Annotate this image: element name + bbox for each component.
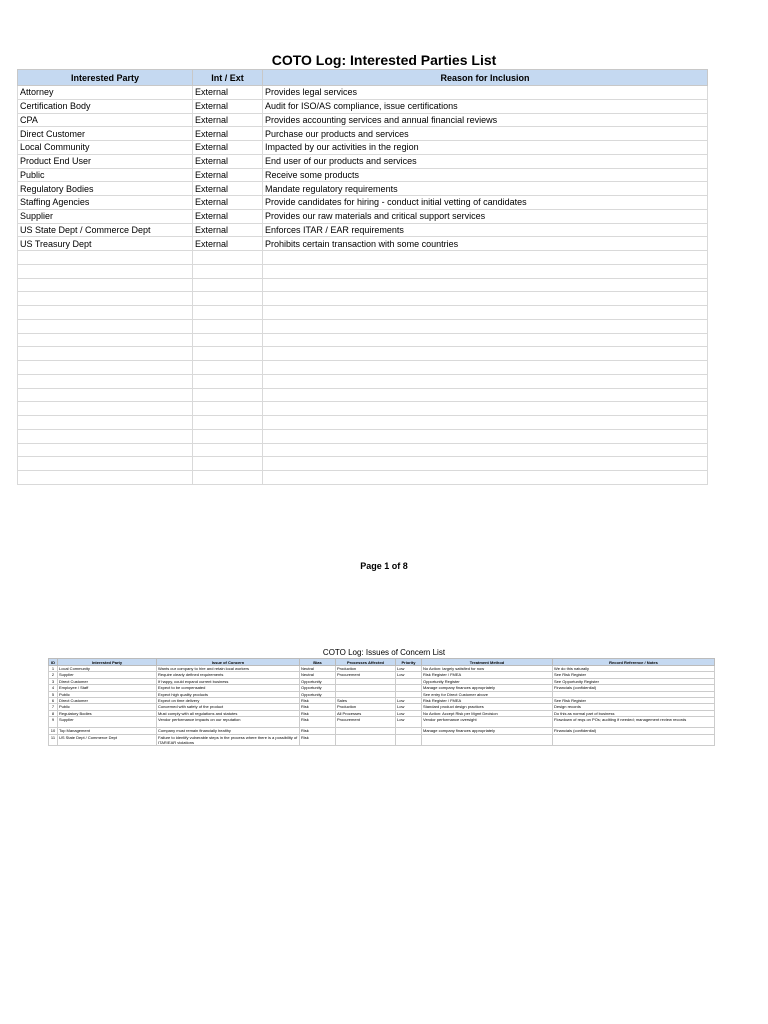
table-cell xyxy=(18,333,193,347)
table-cell xyxy=(263,416,708,430)
table-row xyxy=(18,223,708,237)
table-cell: External xyxy=(193,196,263,210)
table-row xyxy=(18,154,708,168)
table-cell: Direct Customer xyxy=(58,697,157,703)
table-row xyxy=(18,209,708,223)
table-cell: Supplier xyxy=(18,209,193,223)
empty-table-row xyxy=(18,402,708,416)
table-cell: See Risk Register xyxy=(553,697,715,703)
table-cell: External xyxy=(193,237,263,251)
table-cell: Enforces ITAR / EAR requirements xyxy=(263,223,708,237)
table-cell: 7 xyxy=(49,704,58,710)
empty-table-row xyxy=(18,443,708,457)
table-cell xyxy=(18,471,193,485)
table-cell: Supplier xyxy=(58,672,157,678)
column-header: Bias xyxy=(300,659,336,666)
table-cell: Production xyxy=(336,666,396,672)
empty-table-row xyxy=(18,292,708,306)
column-header: Record Reference / Notes xyxy=(553,659,715,666)
empty-table-row xyxy=(18,416,708,430)
table-cell: Neutral xyxy=(300,666,336,672)
table-cell: Opportunity xyxy=(300,678,336,684)
table-cell xyxy=(193,251,263,265)
table-cell xyxy=(263,251,708,265)
table-cell: External xyxy=(193,223,263,237)
interested-parties-table xyxy=(17,69,708,485)
table-cell xyxy=(193,402,263,416)
table-cell xyxy=(263,388,708,402)
table-cell: If happy, could expand current business xyxy=(157,678,300,684)
table-cell: Risk xyxy=(300,710,336,716)
table-cell xyxy=(193,471,263,485)
table-cell: Provides accounting services and annual financial reviews xyxy=(263,113,708,127)
table-cell xyxy=(193,388,263,402)
table-cell xyxy=(18,457,193,471)
concern-list-title: COTO Log: Issues of Concern List xyxy=(322,648,446,657)
table-cell xyxy=(18,306,193,320)
table-cell: Neutral xyxy=(300,672,336,678)
table-cell: 3 xyxy=(49,678,58,684)
table-cell: Production xyxy=(336,704,396,710)
table-cell: Low xyxy=(396,697,422,703)
table-header-row xyxy=(18,70,708,86)
table-cell xyxy=(18,443,193,457)
table-cell xyxy=(263,319,708,333)
table-cell: Local Community xyxy=(18,141,193,155)
table-cell: Attorney xyxy=(18,86,193,100)
table-cell: End user of our products and services xyxy=(263,154,708,168)
table-cell: Expect high quality products xyxy=(157,691,300,697)
table-cell: Supplier xyxy=(58,717,157,728)
table-row xyxy=(18,141,708,155)
table-cell: Vendor performance impacts on our reputation xyxy=(157,717,300,728)
table-cell: Company must remain financially healthy xyxy=(157,728,300,734)
table-cell xyxy=(263,429,708,443)
table-cell: Receive some products xyxy=(263,168,708,182)
table-cell: 8 xyxy=(49,710,58,716)
table-cell: Financials (confidential) xyxy=(553,685,715,691)
table-cell xyxy=(422,734,553,745)
table-row xyxy=(18,237,708,251)
table-cell: We do this naturally xyxy=(553,666,715,672)
table-cell: External xyxy=(193,86,263,100)
table-cell: External xyxy=(193,99,263,113)
table-cell: Low xyxy=(396,672,422,678)
table-cell xyxy=(18,347,193,361)
table-cell: US State Dept / Commerce Dept xyxy=(58,734,157,745)
column-header: Interested Party xyxy=(18,70,193,86)
empty-table-row xyxy=(18,388,708,402)
table-cell xyxy=(18,388,193,402)
table-cell xyxy=(193,361,263,375)
empty-table-row xyxy=(18,278,708,292)
table-cell: US Treasury Dept xyxy=(18,237,193,251)
table-cell: External xyxy=(193,113,263,127)
table-cell xyxy=(263,457,708,471)
table-cell: Mandate regulatory requirements xyxy=(263,182,708,196)
empty-table-row xyxy=(18,457,708,471)
table-cell xyxy=(18,292,193,306)
table-cell: US State Dept / Commerce Dept xyxy=(18,223,193,237)
table-cell: Standard product design practices xyxy=(422,704,553,710)
table-cell xyxy=(193,416,263,430)
empty-table-row xyxy=(18,264,708,278)
table-cell: Risk Register / FMEA xyxy=(422,697,553,703)
table-cell: Provides our raw materials and critical support services xyxy=(263,209,708,223)
table-cell: Public xyxy=(58,691,157,697)
table-row xyxy=(18,182,708,196)
table-cell xyxy=(18,429,193,443)
column-header: Reason for Inclusion xyxy=(263,70,708,86)
table-cell: External xyxy=(193,182,263,196)
table-cell: Employee / Staff xyxy=(58,685,157,691)
table-cell: Low xyxy=(396,710,422,716)
table-row xyxy=(49,734,715,745)
table-cell xyxy=(18,264,193,278)
empty-table-row xyxy=(18,347,708,361)
table-cell xyxy=(263,374,708,388)
table-cell: Low xyxy=(396,704,422,710)
table-cell: 1 xyxy=(49,666,58,672)
table-cell xyxy=(263,443,708,457)
table-cell xyxy=(263,292,708,306)
table-cell: Risk xyxy=(300,704,336,710)
table-cell: Flowdown of reqs on POs; auditing if needed; management review records xyxy=(553,717,715,728)
table-cell: Financials (confidential) xyxy=(553,728,715,734)
empty-table-row xyxy=(18,251,708,265)
issues-of-concern-table xyxy=(48,658,715,746)
table-cell: Opportunity xyxy=(300,691,336,697)
table-cell xyxy=(193,347,263,361)
table-cell: Risk Register / FMEA xyxy=(422,672,553,678)
table-cell: Sales xyxy=(336,697,396,703)
empty-table-row xyxy=(18,374,708,388)
table-row xyxy=(18,86,708,100)
table-cell: External xyxy=(193,209,263,223)
table-cell: Design records xyxy=(553,704,715,710)
table-row xyxy=(18,196,708,210)
table-cell xyxy=(263,347,708,361)
empty-table-row xyxy=(18,429,708,443)
table-cell: Audit for ISO/AS compliance, issue certifications xyxy=(263,99,708,113)
table-cell: Expect on time delivery xyxy=(157,697,300,703)
page-number: Page 1 of 8 xyxy=(360,561,408,571)
table-row xyxy=(18,127,708,141)
table-cell: See entry for Direct Customer above xyxy=(422,691,553,697)
empty-table-row xyxy=(18,306,708,320)
table-cell xyxy=(193,443,263,457)
table-cell: Risk xyxy=(300,728,336,734)
table-cell: 4 xyxy=(49,685,58,691)
table-cell: Prohibits certain transaction with some countries xyxy=(263,237,708,251)
table-cell: Require clearly defined requirements xyxy=(157,672,300,678)
table-cell xyxy=(336,734,396,745)
table-cell: CPA xyxy=(18,113,193,127)
table-cell xyxy=(18,374,193,388)
empty-table-row xyxy=(18,319,708,333)
table-cell xyxy=(193,306,263,320)
table-cell xyxy=(263,278,708,292)
table-header-row xyxy=(49,659,715,666)
table-cell: Low xyxy=(396,717,422,728)
table-cell xyxy=(193,374,263,388)
table-cell: Procurement xyxy=(336,717,396,728)
empty-table-row xyxy=(18,333,708,347)
table-cell: Do this as normal part of business xyxy=(553,710,715,716)
table-cell: Public xyxy=(58,704,157,710)
table-cell: External xyxy=(193,127,263,141)
table-cell xyxy=(193,333,263,347)
table-cell: External xyxy=(193,168,263,182)
table-cell xyxy=(18,319,193,333)
table-cell: Product End User xyxy=(18,154,193,168)
table-cell: Must comply with all regulations and statutes xyxy=(157,710,300,716)
table-cell xyxy=(263,333,708,347)
table-cell: Opportunity Register xyxy=(422,678,553,684)
column-header: Interested Party xyxy=(58,659,157,666)
table-cell: Local Community xyxy=(58,666,157,672)
table-cell: Risk xyxy=(300,697,336,703)
table-row xyxy=(18,168,708,182)
table-cell xyxy=(193,264,263,278)
table-row xyxy=(49,717,715,728)
table-cell xyxy=(263,264,708,278)
table-cell xyxy=(263,471,708,485)
table-cell xyxy=(193,292,263,306)
table-cell xyxy=(396,734,422,745)
empty-table-row xyxy=(18,361,708,375)
table-cell xyxy=(18,402,193,416)
table-cell xyxy=(193,278,263,292)
table-cell: Certification Body xyxy=(18,99,193,113)
page-title: COTO Log: Interested Parties List xyxy=(271,52,497,68)
table-cell: Concerned with safety of the product xyxy=(157,704,300,710)
table-cell: All Processes xyxy=(336,710,396,716)
empty-table-row xyxy=(18,471,708,485)
column-header: Treatment Method xyxy=(422,659,553,666)
table-cell: Vendor performance oversight xyxy=(422,717,553,728)
table-cell: See Opportunity Register xyxy=(553,678,715,684)
table-cell: 5 xyxy=(49,691,58,697)
table-cell xyxy=(263,402,708,416)
table-row xyxy=(18,99,708,113)
table-cell: Top Management xyxy=(58,728,157,734)
table-cell: 2 xyxy=(49,672,58,678)
table-cell: Provides legal services xyxy=(263,86,708,100)
column-header: Processes Affected xyxy=(336,659,396,666)
table-cell xyxy=(193,319,263,333)
column-header: Issue of Concern xyxy=(157,659,300,666)
table-cell: Impacted by our activities in the region xyxy=(263,141,708,155)
table-cell xyxy=(18,251,193,265)
table-cell: Wants our company to hire and retain local workers xyxy=(157,666,300,672)
table-cell xyxy=(193,429,263,443)
table-cell: No Action: largely satisfied for now xyxy=(422,666,553,672)
table-cell: 6 xyxy=(49,697,58,703)
table-cell: Failure to identify vulnerable steps in the process where there is a possibility of ITAR/EAR violations xyxy=(157,734,300,745)
table-cell: Regulatory Bodies xyxy=(18,182,193,196)
table-cell xyxy=(18,278,193,292)
table-cell: Risk xyxy=(300,734,336,745)
column-header: Priority xyxy=(396,659,422,666)
table-cell: External xyxy=(193,154,263,168)
table-cell: Staffing Agencies xyxy=(18,196,193,210)
table-cell: Purchase our products and services xyxy=(263,127,708,141)
table-cell: 10 xyxy=(49,728,58,734)
table-cell: Public xyxy=(18,168,193,182)
table-cell xyxy=(18,361,193,375)
table-cell xyxy=(553,734,715,745)
column-header: Int / Ext xyxy=(193,70,263,86)
table-cell: See Risk Register xyxy=(553,672,715,678)
table-cell: Provide candidates for hiring - conduct initial vetting of candidates xyxy=(263,196,708,210)
table-cell: Procurement xyxy=(336,672,396,678)
table-cell xyxy=(263,361,708,375)
table-cell: Expect to be compensated xyxy=(157,685,300,691)
table-cell: Manage company finances appropriately xyxy=(422,728,553,734)
table-cell xyxy=(193,457,263,471)
table-cell: External xyxy=(193,141,263,155)
table-cell: Regulatory Bodies xyxy=(58,710,157,716)
table-cell: Direct Customer xyxy=(58,678,157,684)
table-cell: Direct Customer xyxy=(18,127,193,141)
table-row xyxy=(18,113,708,127)
table-cell: Risk xyxy=(300,717,336,728)
table-cell: Opportunity xyxy=(300,685,336,691)
table-cell: 9 xyxy=(49,717,58,728)
table-cell: Manage company finances appropriately xyxy=(422,685,553,691)
table-cell xyxy=(263,306,708,320)
table-cell: Low xyxy=(396,666,422,672)
column-header: ID xyxy=(49,659,58,666)
table-cell: 11 xyxy=(49,734,58,745)
table-cell xyxy=(18,416,193,430)
table-cell: No Action: Accept Risk per Mgmt Decision xyxy=(422,710,553,716)
